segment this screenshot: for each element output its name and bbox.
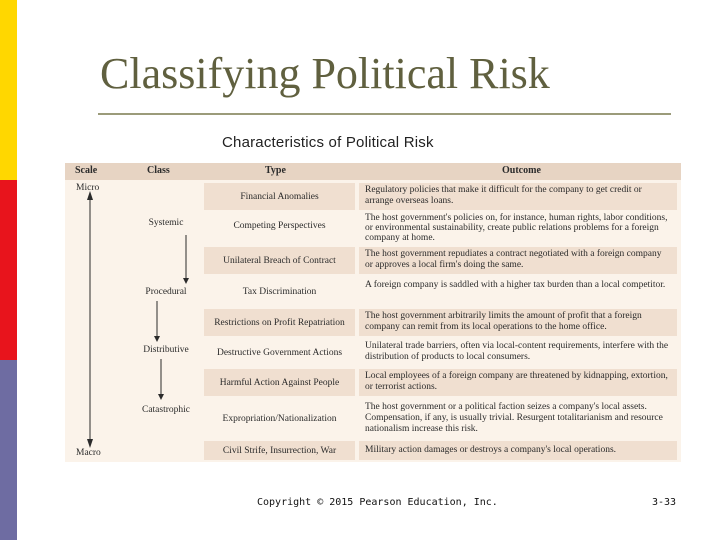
scale-label-micro: Micro xyxy=(76,183,100,193)
outcome-cell: A foreign company is saddled with a higher tax burden than a local competitor. xyxy=(359,278,677,305)
accent-bar-yellow xyxy=(0,0,17,180)
scale-label-macro: Macro xyxy=(76,448,101,458)
type-cell: Tax Discrimination xyxy=(204,278,355,305)
outcome-cell: Unilateral trade barriers, often via local-content requirements, interfere with the distribution of products to local consumers. xyxy=(359,339,677,366)
header-outcome: Outcome xyxy=(502,165,541,176)
title-underline xyxy=(98,113,671,115)
class-label-distributive: Distributive xyxy=(143,345,189,355)
type-cell: Restrictions on Profit Repatriation xyxy=(204,309,355,336)
header-type: Type xyxy=(265,165,286,176)
table-row xyxy=(65,246,681,276)
outcome-cell: The host government repudiates a contract negotiated with a foreign company or approves a local firm's doing the same. xyxy=(359,247,677,274)
outcome-cell: Regulatory policies that make it difficult for the company to get credit or arrange overseas loans. xyxy=(359,183,677,210)
class-label-systemic: Systemic xyxy=(148,218,184,228)
type-cell: Civil Strife, Insurrection, War xyxy=(204,441,355,460)
outcome-cell: The host government arbitrarily limits the amount of profit that a foreign company can remit from its local operations to the home office. xyxy=(359,309,677,336)
type-cell: Destructive Government Actions xyxy=(204,339,355,366)
class-label-procedural: Procedural xyxy=(145,287,187,297)
table-row xyxy=(65,277,681,307)
type-cell: Harmful Action Against People xyxy=(204,369,355,396)
page-number: 3-33 xyxy=(652,497,677,508)
accent-bar-blue xyxy=(0,360,17,540)
table-row xyxy=(65,440,681,461)
outcome-cell: Military action damages or destroys a company's local operations. xyxy=(359,441,677,460)
class-label-catastrophic: Catastrophic xyxy=(141,405,190,415)
political-risk-table xyxy=(65,163,681,462)
table-row xyxy=(65,368,681,398)
type-cell: Financial Anomalies xyxy=(204,183,355,210)
type-cell: Expropriation/Nationalization xyxy=(204,400,355,438)
table-row xyxy=(65,182,681,212)
table-row xyxy=(65,211,681,241)
header-class: Class xyxy=(147,165,170,176)
table-row xyxy=(65,308,681,338)
type-cell: Unilateral Breach of Contract xyxy=(204,247,355,274)
type-cell: Competing Perspectives xyxy=(204,212,355,239)
header-scale: Scale xyxy=(75,165,98,176)
table-row xyxy=(65,338,681,368)
outcome-cell: The host government or a political faction seizes a company's local assets. Compensation, if any, is usually trivial. Resurgent totalitarianism and resource nationalism increase this risk. xyxy=(359,400,677,438)
outcome-cell: Local employees of a foreign company are threatened by kidnapping, extortion, or terrorist actions. xyxy=(359,369,677,396)
slide-title: Classifying Political Risk xyxy=(100,49,550,98)
copyright-text: Copyright © 2015 Pearson Education, Inc. xyxy=(257,497,498,508)
table-row xyxy=(65,399,681,439)
outcome-cell: The host government's policies on, for instance, human rights, labor conditions, or environmental sustainability, create public relations problems for a foreign company at home. xyxy=(359,212,677,239)
accent-bar-red xyxy=(0,180,17,360)
table-caption: Characteristics of Political Risk xyxy=(222,134,434,151)
